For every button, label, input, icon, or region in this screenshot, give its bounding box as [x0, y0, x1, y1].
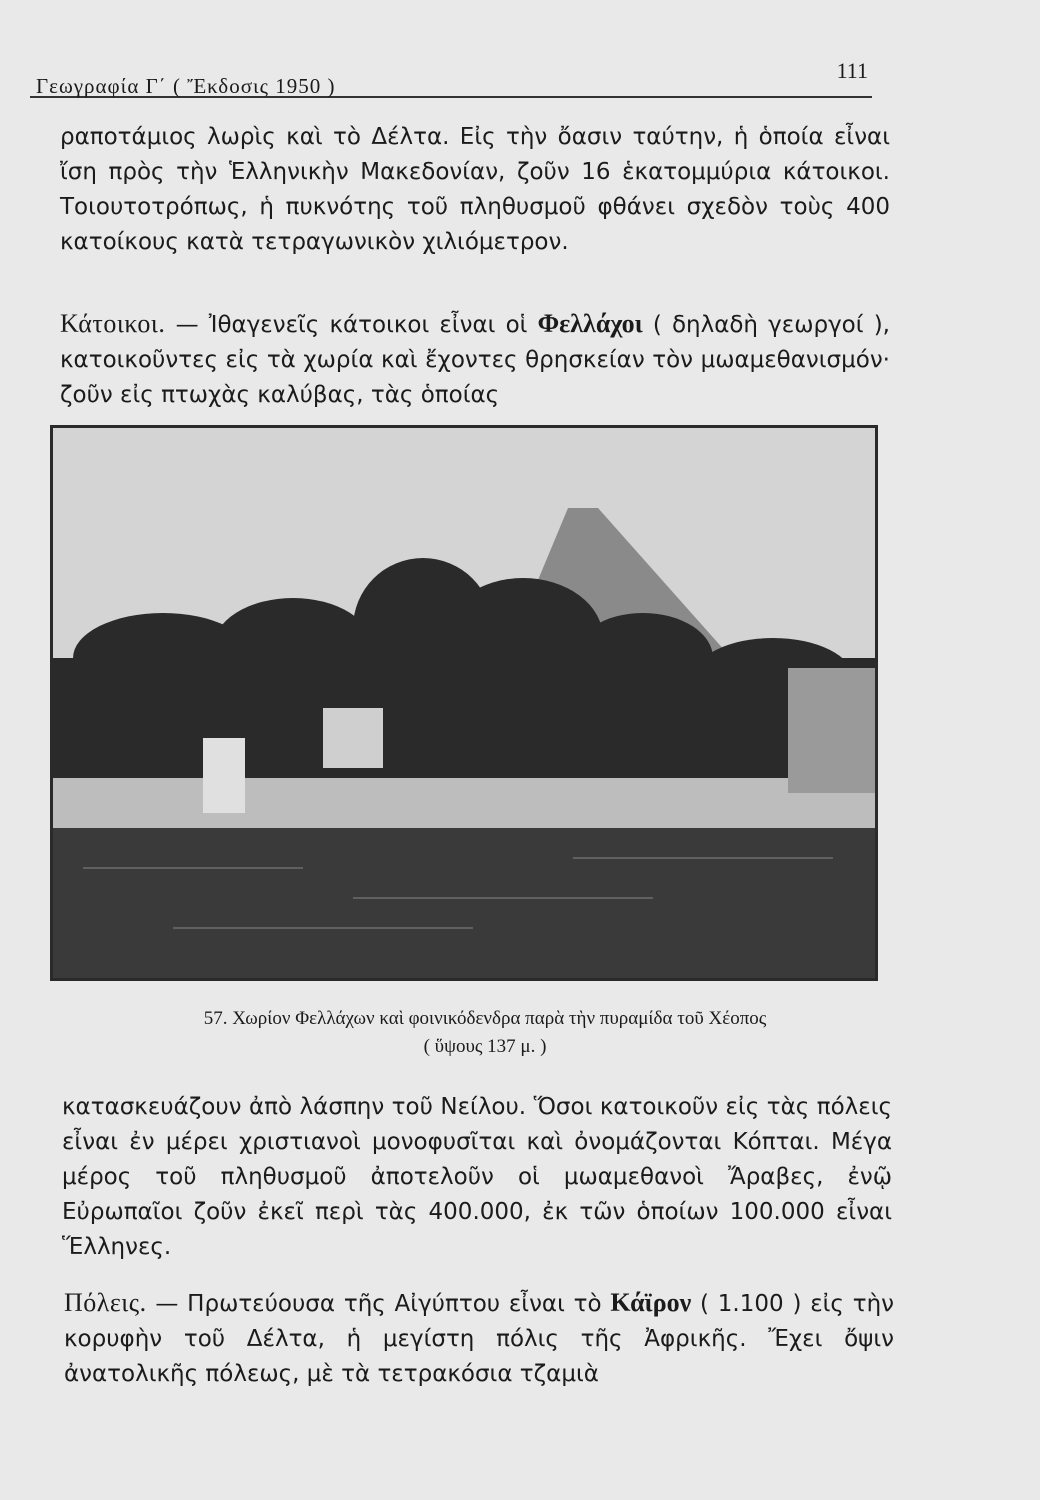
term-cairo: Κάϊρον [610, 1288, 692, 1317]
paragraph-delta: ραποτάμιος λωρὶς καὶ τὸ Δέλτα. Εἰς τὴν ὄασιν ταύτην, ἡ ὁποία εἶναι ἴση πρὸς τὴν Ἑλληνικὴν Μακεδονίαν, ζοῦν 16 ἑκατομμύρια κάτοικοι. Τοιουτοτρόπως, ἡ πυκνότης τοῦ πληθυσμοῦ φθάνει σχεδὸν τοὺς 400 κατοίκους κατὰ τετραγωνικὸν χιλιόμετρον. [60, 124, 890, 255]
paragraph-cities-text-b: ( 1.100 ) εἰς τὴν κορυφὴν τοῦ Δέλτα, ἡ μεγίστη πόλις τῆς Ἀφρικῆς. Ἔχει ὄψιν ἀνατολικῆς πόλεως, μὲ τὰ τετρακόσια τζαμιὰ [64, 1291, 894, 1387]
photo-building-right [788, 668, 875, 793]
paragraph-inhabitants [60, 306, 890, 413]
figure-caption-line2: ( ὕψους 137 μ. ) [423, 1036, 547, 1057]
photo-ground [53, 773, 875, 833]
term-fellahs: Φελλάχοι [537, 309, 643, 338]
section-heading-cities: Πόλεις. [64, 1288, 147, 1317]
paragraph-inhabitants-text-a: — Ἰθαγενεῖς κάτοικοι εἶναι οἱ [165, 312, 538, 338]
running-title: Γεωγραφία Γ΄ ( Ἔκδοσις 1950 ) [36, 74, 336, 98]
page-header [30, 58, 872, 98]
pyramid-photograph [50, 425, 878, 981]
paragraph-cities [64, 1285, 894, 1392]
figure-caption [75, 1005, 895, 1061]
photo-mud-hut [203, 738, 245, 813]
paragraph-cities-text-a: — Πρωτεύουσα τῆς Αἰγύπτου εἶναι τὸ [146, 1291, 611, 1317]
paragraph-inhabitants-text-b: ( δηλαδὴ γεωργοί ), κατοικοῦντες εἰς τὰ χωρία καὶ ἔχοντες θρησκείαν τὸν μωαμεθανισμόν· ζοῦν εἰς πτωχὰς καλύβας, τὰς ὁποίας [60, 312, 890, 408]
photo-water [53, 828, 875, 978]
figure-caption-line1: 57. Χωρίον Φελλάχων καὶ φοινικόδενδρα παρὰ τὴν πυραμίδα τοῦ Χέοπος [203, 1008, 767, 1029]
page-number: 111 [836, 58, 868, 83]
section-heading-inhabitants: Κάτοικοι. [60, 309, 166, 338]
photo-village-house [323, 708, 383, 768]
paragraph-population: κατασκευάζουν ἀπὸ λάσπην τοῦ Νείλου. Ὅσοι κατοικοῦν εἰς τὰς πόλεις εἶναι ἐν μέρει χριστιανοὶ μονοφυσῖται καὶ ὀνομάζονται Κόπται. Μέγα μέρος τοῦ πληθυσμοῦ ἀποτελοῦν οἱ μωαμεθανοὶ Ἄραβες, ἐνῷ Εὐρωπαῖοι ζοῦν ἐκεῖ περὶ τὰς 400.000, ἐκ τῶν ὁποίων 100.000 εἶναι Ἕλληνες. [62, 1094, 892, 1260]
photo-illustration [53, 428, 875, 978]
